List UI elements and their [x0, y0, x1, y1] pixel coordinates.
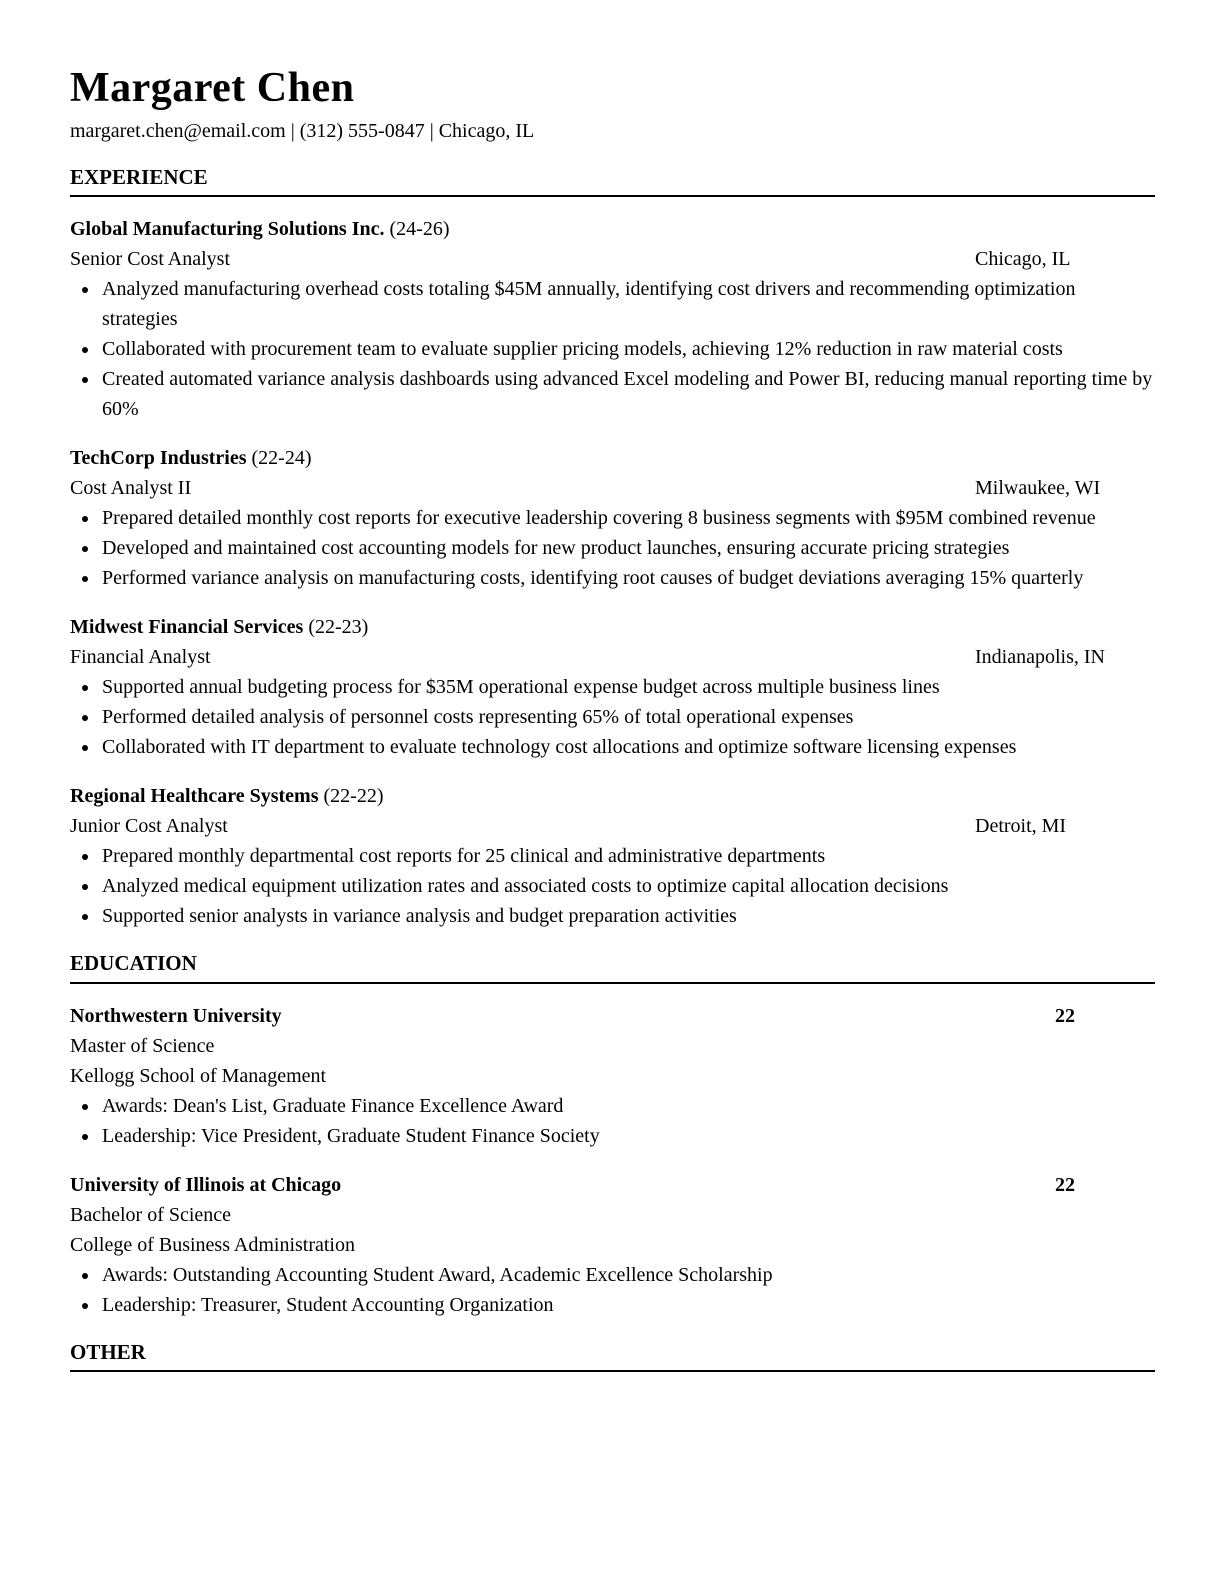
- bullet-item: • Performed detailed analysis of personnel costs representing 65% of total operational expenses: [100, 702, 1155, 732]
- job-bullets: [70, 503, 1155, 593]
- job-title: Junior Cost Analyst: [70, 815, 228, 838]
- job-title: Financial Analyst: [70, 646, 211, 669]
- bullet-item: • Analyzed manufacturing overhead costs totaling $45M annually, identifying cost drivers and recommending optimization strategies: [100, 274, 1155, 334]
- bullet-item: • Prepared monthly departmental cost reports for 25 clinical and administrative departments: [100, 841, 1155, 871]
- section-title-education: EDUCATION: [70, 951, 1155, 983]
- job-dates: (22-24): [251, 447, 312, 470]
- education-bullets: [70, 1260, 1155, 1320]
- degree: Master of Science: [70, 1034, 215, 1057]
- bullet-item: • Prepared detailed monthly cost reports for executive leadership covering 8 business segments with $95M combined revenue: [100, 503, 1155, 533]
- degree: Bachelor of Science: [70, 1203, 232, 1226]
- education-entry: [70, 1170, 1155, 1320]
- person-name: Margaret Chen: [70, 65, 355, 111]
- job-role-row: [70, 642, 1155, 672]
- bullet-item: • Awards: Dean's List, Graduate Finance Excellence Award: [100, 1091, 1155, 1121]
- college-name: Kellogg School of Management: [70, 1064, 327, 1087]
- job-entry: [70, 214, 1155, 424]
- bullet-item: • Performed variance analysis on manufacturing costs, identifying root causes of budget deviations averaging 15% quarterly: [100, 563, 1155, 593]
- company-name: TechCorp Industries: [70, 447, 247, 470]
- school-name: Northwestern University: [70, 1004, 282, 1027]
- education-bullets: [70, 1091, 1155, 1151]
- bullet-item: • Leadership: Vice President, Graduate Student Finance Society: [100, 1121, 1155, 1151]
- job-role-row: [70, 811, 1155, 841]
- section-title-other: OTHER: [70, 1340, 1155, 1372]
- bullet-item: • Collaborated with procurement team to evaluate supplier pricing models, achieving 12% reduction in raw material costs: [100, 334, 1155, 364]
- job-location: Chicago, IL: [975, 248, 1071, 271]
- job-bullets: [70, 274, 1155, 424]
- job-header: [70, 612, 1155, 642]
- job-header: [70, 781, 1155, 811]
- job-dates: (22-22): [323, 785, 384, 808]
- company-name: Midwest Financial Services: [70, 616, 304, 639]
- company-name: Regional Healthcare Systems: [70, 785, 319, 808]
- company-name: Global Manufacturing Solutions Inc.: [70, 218, 385, 241]
- bullet-item: • Analyzed medical equipment utilization rates and associated costs to optimize capital allocation decisions: [100, 871, 1155, 901]
- graduation-year: 22: [1055, 1173, 1075, 1196]
- bullet-item: • Leadership: Treasurer, Student Accounting Organization: [100, 1290, 1155, 1320]
- bullet-item: • Created automated variance analysis dashboards using advanced Excel modeling and Power BI, reducing manual reporting time by 60%: [100, 364, 1155, 424]
- job-title: Senior Cost Analyst: [70, 248, 231, 271]
- job-role-row: [70, 473, 1155, 503]
- job-dates: (24-26): [389, 218, 450, 241]
- job-entry: [70, 443, 1155, 593]
- bullet-item: • Supported senior analysts in variance analysis and budget preparation activities: [100, 901, 1155, 931]
- job-location: Detroit, MI: [975, 815, 1067, 838]
- job-dates: (22-23): [308, 616, 369, 639]
- job-location: Indianapolis, IN: [975, 646, 1105, 669]
- job-entry: [70, 612, 1155, 762]
- contact-line: margaret.chen@email.com | (312) 555-0847 | Chicago, IL: [70, 120, 535, 143]
- section-title-experience: EXPERIENCE: [70, 165, 1155, 197]
- bullet-item: • Collaborated with IT department to evaluate technology cost allocations and optimize software licensing expenses: [100, 732, 1155, 762]
- bullet-item: • Supported annual budgeting process for $35M operational expense budget across multiple business lines: [100, 672, 1155, 702]
- job-location: Milwaukee, WI: [975, 477, 1101, 500]
- job-title: Cost Analyst II: [70, 477, 192, 500]
- job-header: [70, 214, 1155, 244]
- job-bullets: [70, 841, 1155, 931]
- education-section: [70, 984, 1155, 1320]
- job-entry: [70, 781, 1155, 931]
- school-row: [70, 1001, 1155, 1031]
- job-header: [70, 443, 1155, 473]
- experience-section: [70, 197, 1155, 931]
- job-bullets: [70, 672, 1155, 762]
- bullet-item: • Awards: Outstanding Accounting Student Award, Academic Excellence Scholarship: [100, 1260, 1155, 1290]
- education-entry: [70, 1001, 1155, 1151]
- graduation-year: 22: [1055, 1004, 1075, 1027]
- job-role-row: [70, 244, 1155, 274]
- college-name: College of Business Administration: [70, 1233, 355, 1256]
- school-row: [70, 1170, 1155, 1200]
- school-name: University of Illinois at Chicago: [70, 1173, 342, 1196]
- bullet-item: • Developed and maintained cost accounting models for new product launches, ensuring accurate pricing strategies: [100, 533, 1155, 563]
